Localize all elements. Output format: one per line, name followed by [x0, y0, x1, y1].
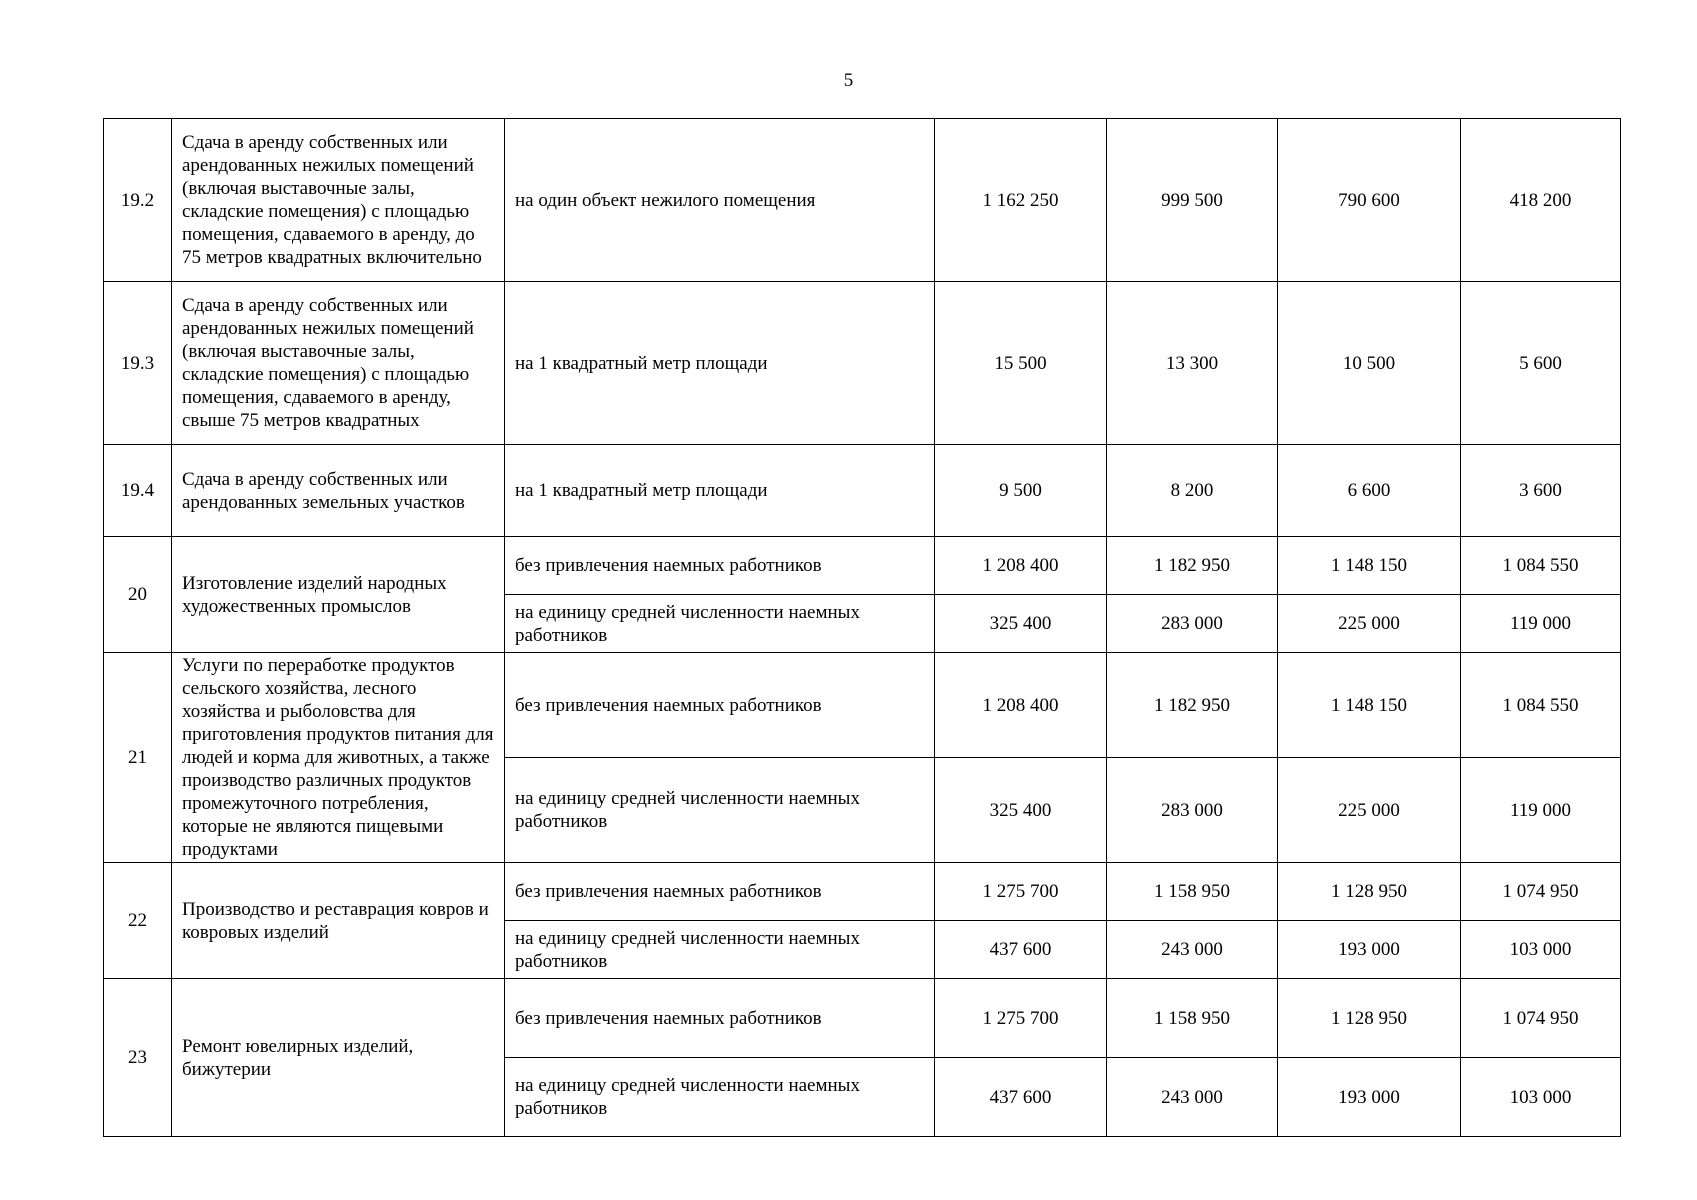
- value-cell: 119 000: [1461, 595, 1621, 653]
- value-cell: 437 600: [935, 1058, 1107, 1137]
- value-cell: 225 000: [1278, 758, 1461, 863]
- value-cell: 6 600: [1278, 445, 1461, 537]
- activity-name: Сдача в аренду собственных или арендованных нежилых помещений (включая выставочные залы, складские помещения) с площадью помещения, сдаваемого в аренду, свыше 75 метров квадратных: [172, 282, 505, 445]
- value-cell: 13 300: [1107, 282, 1278, 445]
- unit-of-measure: на 1 квадратный метр площади: [505, 445, 935, 537]
- value-cell: 1 084 550: [1461, 537, 1621, 595]
- value-cell: 119 000: [1461, 758, 1621, 863]
- row-number: 21: [104, 653, 172, 863]
- activity-name: Изготовление изделий народных художественных промыслов: [172, 537, 505, 653]
- row-number: 19.3: [104, 282, 172, 445]
- value-cell: 103 000: [1461, 1058, 1621, 1137]
- value-cell: 5 600: [1461, 282, 1621, 445]
- value-cell: 325 400: [935, 758, 1107, 863]
- unit-of-measure: без привлечения наемных работников: [505, 653, 935, 758]
- table-row: [104, 445, 1621, 537]
- value-cell: 15 500: [935, 282, 1107, 445]
- value-cell: 103 000: [1461, 921, 1621, 979]
- unit-of-measure: без привлечения наемных работников: [505, 863, 935, 921]
- value-cell: 10 500: [1278, 282, 1461, 445]
- unit-of-measure: на единицу средней численности наемных работников: [505, 921, 935, 979]
- value-cell: 999 500: [1107, 119, 1278, 282]
- value-cell: 1 182 950: [1107, 537, 1278, 595]
- value-cell: 1 128 950: [1278, 863, 1461, 921]
- value-cell: 418 200: [1461, 119, 1621, 282]
- value-cell: 193 000: [1278, 1058, 1461, 1137]
- value-cell: 1 182 950: [1107, 653, 1278, 758]
- row-number: 19.2: [104, 119, 172, 282]
- table-row: [104, 282, 1621, 445]
- value-cell: 1 162 250: [935, 119, 1107, 282]
- unit-of-measure: на один объект нежилого помещения: [505, 119, 935, 282]
- table-row: [104, 119, 1621, 282]
- value-cell: 283 000: [1107, 595, 1278, 653]
- unit-of-measure: на единицу средней численности наемных работников: [505, 595, 935, 653]
- value-cell: 1 158 950: [1107, 863, 1278, 921]
- activity-name: Услуги по переработке продуктов сельского хозяйства, лесного хозяйства и рыболовства для приготовления продуктов питания для людей и корма для животных, а также производство различных продуктов промежуточного потребления, которые не являются пищевыми продуктами: [172, 653, 505, 863]
- page-number: 5: [843, 70, 854, 91]
- tax-rate-table: [103, 118, 1621, 1137]
- value-cell: 325 400: [935, 595, 1107, 653]
- value-cell: 1 208 400: [935, 537, 1107, 595]
- value-cell: 3 600: [1461, 445, 1621, 537]
- table-row: [104, 863, 1621, 921]
- activity-name: Производство и реставрация ковров и ковровых изделий: [172, 863, 505, 979]
- value-cell: 1 148 150: [1278, 537, 1461, 595]
- row-number: 23: [104, 979, 172, 1137]
- value-cell: 1 074 950: [1461, 863, 1621, 921]
- unit-of-measure: на единицу средней численности наемных работников: [505, 758, 935, 863]
- table-row: [104, 653, 1621, 758]
- value-cell: 283 000: [1107, 758, 1278, 863]
- value-cell: 1 275 700: [935, 979, 1107, 1058]
- value-cell: 790 600: [1278, 119, 1461, 282]
- value-cell: 243 000: [1107, 921, 1278, 979]
- activity-name: Сдача в аренду собственных или арендованных земельных участков: [172, 445, 505, 537]
- table-row: [104, 979, 1621, 1058]
- value-cell: 225 000: [1278, 595, 1461, 653]
- value-cell: 1 275 700: [935, 863, 1107, 921]
- activity-name: Ремонт ювелирных изделий, бижутерии: [172, 979, 505, 1137]
- row-number: 19.4: [104, 445, 172, 537]
- value-cell: 8 200: [1107, 445, 1278, 537]
- table-row: [104, 537, 1621, 595]
- value-cell: 1 208 400: [935, 653, 1107, 758]
- value-cell: 1 074 950: [1461, 979, 1621, 1058]
- unit-of-measure: на 1 квадратный метр площади: [505, 282, 935, 445]
- unit-of-measure: без привлечения наемных работников: [505, 979, 935, 1058]
- unit-of-measure: на единицу средней численности наемных работников: [505, 1058, 935, 1137]
- activity-name: Сдача в аренду собственных или арендованных нежилых помещений (включая выставочные залы, складские помещения) с площадью помещения, сдаваемого в аренду, до 75 метров квадратных включительно: [172, 119, 505, 282]
- value-cell: 243 000: [1107, 1058, 1278, 1137]
- row-number: 22: [104, 863, 172, 979]
- value-cell: 1 158 950: [1107, 979, 1278, 1058]
- value-cell: 1 128 950: [1278, 979, 1461, 1058]
- value-cell: 1 084 550: [1461, 653, 1621, 758]
- value-cell: 437 600: [935, 921, 1107, 979]
- unit-of-measure: без привлечения наемных работников: [505, 537, 935, 595]
- row-number: 20: [104, 537, 172, 653]
- value-cell: 193 000: [1278, 921, 1461, 979]
- value-cell: 9 500: [935, 445, 1107, 537]
- value-cell: 1 148 150: [1278, 653, 1461, 758]
